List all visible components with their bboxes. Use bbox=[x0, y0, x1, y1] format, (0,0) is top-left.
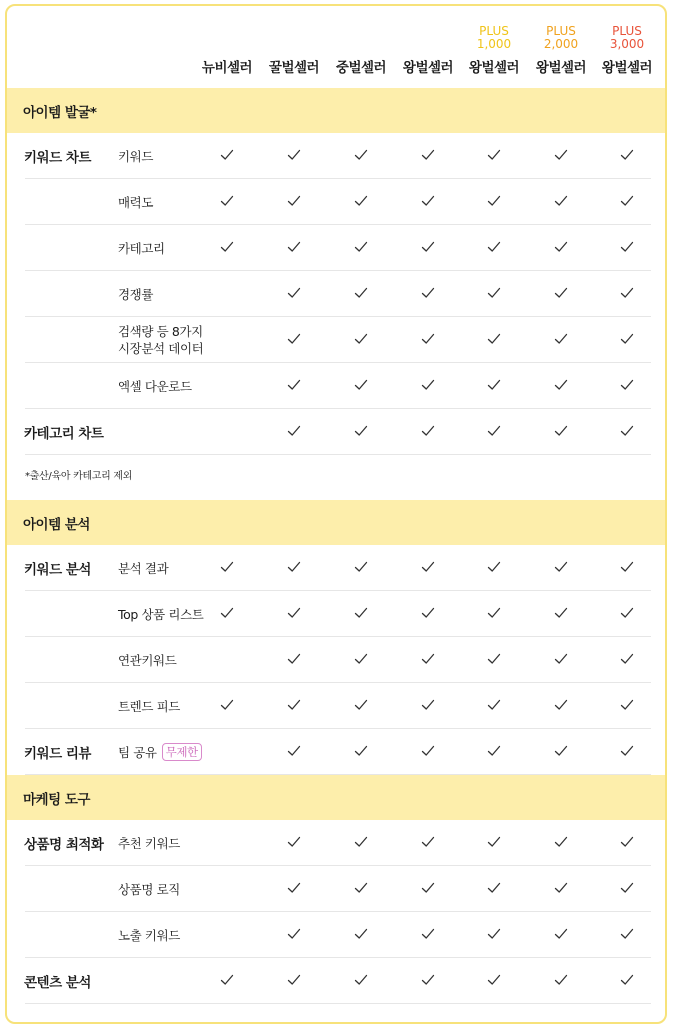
feature-label: 매력도 bbox=[118, 194, 154, 210]
check-icon bbox=[287, 379, 301, 391]
check-icon bbox=[287, 333, 301, 345]
feature-name bbox=[118, 133, 153, 179]
feature-label: 연관키워드 bbox=[118, 652, 177, 668]
feature-row bbox=[7, 225, 665, 271]
plus-label: PLUS bbox=[612, 24, 642, 38]
feature-name bbox=[118, 179, 153, 225]
feature-name bbox=[118, 271, 153, 317]
check-icon bbox=[220, 241, 234, 253]
check-icon bbox=[354, 882, 368, 894]
check-icon bbox=[354, 425, 368, 437]
feature-name bbox=[118, 225, 165, 271]
check-icon bbox=[354, 379, 368, 391]
row-divider bbox=[25, 1003, 651, 1004]
plus-amount: 1,000 bbox=[476, 37, 512, 51]
check-icon bbox=[287, 974, 301, 986]
check-icon bbox=[620, 653, 634, 665]
check-icon bbox=[287, 745, 301, 757]
check-icon bbox=[421, 653, 435, 665]
column-header-1 bbox=[195, 6, 259, 88]
check-icon bbox=[487, 653, 501, 665]
check-icon bbox=[421, 699, 435, 711]
check-icon bbox=[554, 699, 568, 711]
check-icon bbox=[354, 287, 368, 299]
feature-row bbox=[7, 179, 665, 225]
plus-amount: 2,000 bbox=[543, 37, 579, 51]
check-icon bbox=[620, 195, 634, 207]
column-header-2 bbox=[262, 6, 326, 88]
check-icon bbox=[554, 836, 568, 848]
feature-row bbox=[7, 683, 665, 729]
check-icon bbox=[620, 607, 634, 619]
column-header-6 bbox=[529, 6, 593, 88]
check-icon bbox=[421, 745, 435, 757]
check-icon bbox=[620, 561, 634, 573]
check-icon bbox=[220, 561, 234, 573]
check-icon bbox=[421, 974, 435, 986]
check-icon bbox=[620, 149, 634, 161]
feature-row bbox=[7, 820, 665, 866]
feature-category: 키워드 리뷰 bbox=[24, 746, 91, 762]
check-icon bbox=[220, 699, 234, 711]
column-header-3 bbox=[329, 6, 393, 88]
check-icon bbox=[620, 928, 634, 940]
feature-label: 검색량 등 8가지 시장분석 데이터 bbox=[118, 324, 204, 356]
check-icon bbox=[487, 928, 501, 940]
feature-label: 카테고리 bbox=[118, 240, 165, 256]
check-icon bbox=[354, 333, 368, 345]
check-icon bbox=[554, 195, 568, 207]
check-icon bbox=[554, 974, 568, 986]
feature-category: 카테고리 차트 bbox=[24, 426, 104, 442]
check-icon bbox=[287, 149, 301, 161]
check-icon bbox=[620, 745, 634, 757]
feature-row bbox=[7, 729, 665, 775]
check-icon bbox=[554, 287, 568, 299]
check-icon bbox=[554, 928, 568, 940]
feature-name bbox=[118, 820, 180, 866]
check-icon bbox=[354, 195, 368, 207]
plan-name: 꿀벌셀러 bbox=[268, 60, 320, 76]
check-icon bbox=[287, 561, 301, 573]
feature-label: 팀 공유 bbox=[118, 744, 157, 760]
check-icon bbox=[620, 836, 634, 848]
feature-row bbox=[7, 409, 665, 455]
section-header: 마케팅 도구 bbox=[7, 775, 665, 820]
check-icon bbox=[421, 836, 435, 848]
feature-row bbox=[7, 545, 665, 591]
check-icon bbox=[287, 195, 301, 207]
check-icon bbox=[487, 607, 501, 619]
section-header: 아이템 분석 bbox=[7, 500, 665, 545]
check-icon bbox=[554, 607, 568, 619]
check-icon bbox=[554, 241, 568, 253]
check-icon bbox=[620, 974, 634, 986]
check-icon bbox=[620, 379, 634, 391]
check-icon bbox=[487, 195, 501, 207]
check-icon bbox=[620, 425, 634, 437]
check-icon bbox=[554, 745, 568, 757]
check-icon bbox=[220, 607, 234, 619]
feature-row bbox=[7, 958, 665, 1004]
plan-name: 왕벌셀러 bbox=[468, 60, 520, 76]
check-icon bbox=[487, 745, 501, 757]
feature-name bbox=[118, 912, 180, 958]
plan-comparison-table bbox=[5, 4, 667, 1024]
check-icon bbox=[354, 653, 368, 665]
feature-category: 상품명 최적화 bbox=[24, 837, 104, 853]
check-icon bbox=[487, 241, 501, 253]
feature-label: 상품명 로직 bbox=[118, 881, 180, 897]
check-icon bbox=[554, 379, 568, 391]
check-icon bbox=[354, 561, 368, 573]
section-header: 아이템 발굴* bbox=[7, 88, 665, 133]
unlimited-badge: 무제한 bbox=[162, 743, 202, 761]
check-icon bbox=[620, 882, 634, 894]
feature-name bbox=[118, 363, 192, 409]
check-icon bbox=[287, 241, 301, 253]
plus-amount: 3,000 bbox=[609, 37, 645, 51]
column-header-4 bbox=[396, 6, 460, 88]
feature-name bbox=[118, 637, 176, 683]
check-icon bbox=[421, 379, 435, 391]
plan-name: 왕벌셀러 bbox=[601, 60, 653, 76]
feature-name bbox=[118, 683, 180, 729]
check-icon bbox=[354, 241, 368, 253]
feature-label: 경쟁률 bbox=[118, 286, 154, 302]
check-icon bbox=[554, 653, 568, 665]
check-icon bbox=[421, 882, 435, 894]
check-icon bbox=[487, 149, 501, 161]
footnote: *출산/육아 카테고리 제외 bbox=[25, 471, 133, 482]
check-icon bbox=[421, 287, 435, 299]
check-icon bbox=[421, 928, 435, 940]
check-icon bbox=[487, 836, 501, 848]
check-icon bbox=[554, 149, 568, 161]
check-icon bbox=[220, 195, 234, 207]
check-icon bbox=[487, 287, 501, 299]
feature-name bbox=[118, 591, 203, 637]
check-icon bbox=[554, 425, 568, 437]
check-icon bbox=[554, 333, 568, 345]
check-icon bbox=[487, 379, 501, 391]
feature-label: 엑셀 다운로드 bbox=[118, 378, 192, 394]
plan-name: 중벌셀러 bbox=[335, 60, 387, 76]
feature-name bbox=[118, 545, 168, 591]
check-icon bbox=[287, 287, 301, 299]
check-icon bbox=[287, 653, 301, 665]
feature-row bbox=[7, 363, 665, 409]
plan-name: 뉴비셀러 bbox=[201, 60, 253, 76]
check-icon bbox=[287, 836, 301, 848]
check-icon bbox=[287, 699, 301, 711]
feature-label: 추천 키워드 bbox=[118, 835, 180, 851]
check-icon bbox=[620, 699, 634, 711]
feature-label: Top 상품 리스트 bbox=[118, 606, 204, 622]
feature-label: 트렌드 피드 bbox=[118, 698, 180, 714]
feature-category: 키워드 분석 bbox=[24, 562, 91, 578]
feature-name bbox=[118, 866, 180, 912]
check-icon bbox=[354, 836, 368, 848]
feature-row bbox=[7, 133, 665, 179]
check-icon bbox=[421, 195, 435, 207]
check-icon bbox=[287, 607, 301, 619]
plus-label: PLUS bbox=[546, 24, 576, 38]
feature-row bbox=[7, 591, 665, 637]
feature-row bbox=[7, 637, 665, 683]
feature-label: 노출 키워드 bbox=[118, 927, 180, 943]
check-icon bbox=[354, 928, 368, 940]
column-header-5 bbox=[462, 6, 526, 88]
feature-label: 분석 결과 bbox=[118, 560, 169, 576]
feature-name bbox=[118, 317, 203, 363]
check-icon bbox=[421, 333, 435, 345]
check-icon bbox=[287, 882, 301, 894]
feature-row bbox=[7, 866, 665, 912]
check-icon bbox=[220, 149, 234, 161]
feature-category: 콘텐츠 분석 bbox=[24, 975, 91, 991]
feature-row bbox=[7, 912, 665, 958]
feature-row bbox=[7, 317, 665, 363]
check-icon bbox=[354, 607, 368, 619]
check-icon bbox=[487, 561, 501, 573]
check-icon bbox=[287, 425, 301, 437]
plan-name: 왕벌셀러 bbox=[402, 60, 454, 76]
feature-label: 키워드 bbox=[118, 148, 154, 164]
check-icon bbox=[354, 699, 368, 711]
check-icon bbox=[487, 425, 501, 437]
column-header-7 bbox=[595, 6, 659, 88]
check-icon bbox=[354, 974, 368, 986]
check-icon bbox=[421, 149, 435, 161]
check-icon bbox=[620, 287, 634, 299]
feature-name bbox=[118, 729, 202, 775]
check-icon bbox=[354, 745, 368, 757]
check-icon bbox=[421, 607, 435, 619]
check-icon bbox=[487, 882, 501, 894]
check-icon bbox=[620, 333, 634, 345]
feature-row bbox=[7, 271, 665, 317]
row-divider bbox=[25, 454, 651, 455]
check-icon bbox=[421, 425, 435, 437]
plus-label: PLUS bbox=[479, 24, 509, 38]
feature-category: 키워드 차트 bbox=[24, 150, 91, 166]
check-icon bbox=[421, 561, 435, 573]
check-icon bbox=[421, 241, 435, 253]
check-icon bbox=[487, 333, 501, 345]
check-icon bbox=[554, 882, 568, 894]
check-icon bbox=[287, 928, 301, 940]
check-icon bbox=[487, 974, 501, 986]
check-icon bbox=[220, 974, 234, 986]
check-icon bbox=[620, 241, 634, 253]
check-icon bbox=[354, 149, 368, 161]
plan-name: 왕벌셀러 bbox=[535, 60, 587, 76]
check-icon bbox=[487, 699, 501, 711]
check-icon bbox=[554, 561, 568, 573]
